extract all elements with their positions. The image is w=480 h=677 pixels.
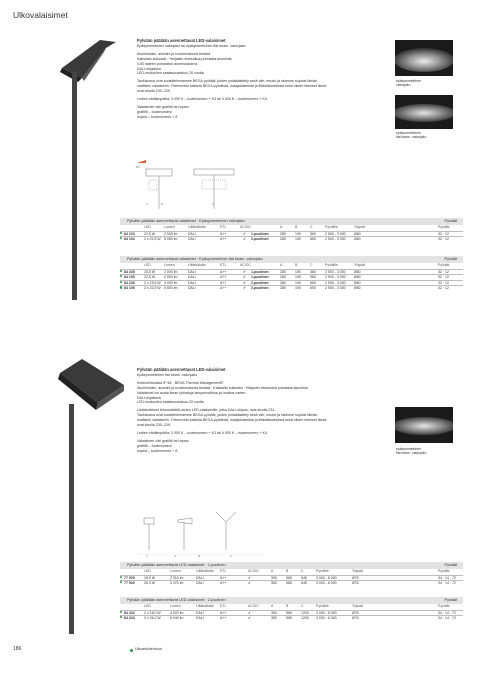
description-line: hopea – tuotenumero + A (137, 448, 178, 453)
availability-dot (120, 576, 122, 578)
cell-num: 34 · 14 · 72 (438, 575, 456, 580)
cell-b: 190 (295, 231, 301, 236)
light-distribution-thumb-flat-beam-2 (395, 407, 453, 443)
cell-a: 280 (280, 269, 286, 274)
table-title: Pylvään päälään asennettavat valaisimet · Epäsymmetrinen valonjako (127, 219, 245, 223)
cell-pole: 3 000 - 6 000 (316, 616, 337, 621)
column-header: C (301, 569, 304, 573)
column-header: Pylväät (438, 604, 450, 608)
table-title-bar (120, 597, 463, 604)
pole-2 (69, 404, 74, 634)
column-header: LED (144, 604, 151, 608)
cell-drv: DALI (188, 280, 196, 285)
cell-lm: 4 000 lm (164, 280, 178, 285)
description-line: Valaisimen väri grafiitti tai hopea (137, 104, 189, 109)
description-line: Taulukossa ovat suosittelemamme BEGA-pylväät, joiden pintakäsittely sekä väri, muoto ja rakenne sopivat tämän (137, 413, 318, 418)
cell-mark: ✔ (248, 616, 251, 621)
cell-id[interactable]: 77 930 (124, 581, 135, 586)
cell-num: 32 · 12 (438, 286, 449, 291)
cell-id[interactable]: 84 243 (124, 616, 135, 621)
description-line: Valaisimen väri grafiitti tai hopea (137, 438, 189, 443)
footer-section-dot (130, 649, 133, 652)
cell-num: 34 · 14 · 72 (438, 581, 456, 586)
cell-top: Ø76 (352, 610, 359, 615)
description-line: grafiitti – tuotenumero (137, 109, 172, 114)
description-line: Alumiinivalu, alumiini ja ruostumatonta terästä (137, 51, 211, 56)
table-right-title: Pylväät (444, 563, 457, 567)
cell-a: 350 (271, 575, 277, 580)
dim-a-label-2: A (174, 554, 177, 558)
cell-pole: 2 500 - 3 000 (325, 231, 346, 236)
availability-dot (120, 581, 122, 583)
cell-a: 280 (280, 237, 286, 242)
cell-a: 350 (271, 610, 277, 615)
column-header: Yläpää (352, 569, 363, 573)
cell-drv: DALI (188, 231, 196, 236)
availability-dot (120, 286, 122, 288)
column-header: AC/DC (240, 225, 251, 229)
column-header: AC/DC (248, 604, 259, 608)
cell-etl: A++ (220, 237, 227, 242)
description-line: 0-60 asteen porrasttun asennuskulma (137, 61, 198, 66)
cell-mark: ✔ (243, 275, 246, 280)
table-right-title: Pylväät (444, 598, 457, 602)
cell-drv: DALI (188, 286, 196, 291)
availability-dot (120, 616, 122, 618)
column-header: Lumen (164, 225, 175, 229)
cell-led: 2 x 15,5 W (144, 280, 161, 285)
description-line: Epäsymmetrinen flat beam -valonjako (137, 372, 198, 377)
product-1-description (137, 39, 387, 120)
description-line: mallisten valaisimiin. Yhteenveto kaikista BEGA-pylväistä, maajaloisteista ja liitäntäkoteloista sekä niiden tekniset tiedot (137, 84, 327, 89)
dim-c-label-3: C (230, 554, 233, 558)
column-header: C (310, 263, 313, 267)
cell-etl: A++ (220, 286, 227, 291)
availability-dot (120, 611, 122, 613)
cell-pole: 2 500 - 3 000 (325, 269, 346, 274)
angle-label: 60° (136, 165, 141, 169)
description-line: Taulukossa ovat suosittelemamme BEGA-pylväät, joiden pintakäsittely sekä väri, muoto ja rakenne sopivat tämän (137, 79, 318, 84)
cell-led: 22,5 W (144, 231, 156, 236)
description-line: hopea – tuotenumero + A (137, 114, 178, 119)
cell-etl: A++ (220, 616, 227, 621)
column-header: Pylväät (438, 225, 450, 229)
table-right-title: Pylväät (444, 219, 457, 223)
cell-id[interactable]: 84 245 (124, 269, 135, 274)
cell-id[interactable]: 84 103 (124, 231, 135, 236)
cell-id[interactable]: 84 104 (124, 237, 135, 242)
cell-num: 32 · 12 (438, 280, 449, 285)
column-header: Liitäntälaite (196, 569, 214, 573)
cell-pole: 2 500 - 3 000 (325, 237, 346, 242)
description-line: Alumiinivalu, alumiini ja ruostumatonta terästä · Kaksiaitu suikulasi · Heijastin eloksoitua puhdasta alumiinia (137, 385, 308, 390)
description-line: LED-moduulien saatavuustakuu 20 vuotta (137, 71, 204, 76)
cell-top: Ø76 (352, 616, 359, 621)
description-line: Ledien värilämpötila: 3 000 K – tuotenumero + K3 tai 4 000 K – tuotenumero + K4 (137, 430, 267, 435)
table-title-bar (120, 562, 463, 569)
luminaire-photo-1 (56, 38, 118, 86)
cell-led: 18,0 W (144, 575, 156, 580)
cell-lm: 2 505 lm (164, 231, 178, 236)
cell-b: 565 (286, 610, 292, 615)
page-title: Ulkovalaisimet (13, 10, 68, 20)
cell-pole: 3 000 - 6 000 (316, 575, 337, 580)
product-title: Pylvään päälään asennettavat LED-valaisimet (137, 38, 226, 43)
cell-mark: ✔ (243, 237, 246, 242)
cell-num: 32 · 12 (438, 269, 449, 274)
column-header: LED (144, 569, 151, 573)
cell-num: 32 · 12 (438, 237, 449, 242)
column-header: Pylväille (325, 225, 338, 229)
cell-lm: 6 940 lm (170, 616, 184, 621)
cell-id[interactable]: 77 929 (124, 575, 135, 580)
cell-etl: A++ (220, 269, 227, 274)
cell-b: 565 (286, 616, 292, 621)
cell-led: 26,0 W (144, 581, 156, 586)
cell-top: Ø60 (354, 269, 361, 274)
cell-etl: A++ (220, 581, 227, 586)
product-2-description (137, 368, 387, 454)
description-line: Kaksiaitu suikulasi · Heijastin eloksoitua puhdasta alumiinia (137, 56, 232, 61)
column-header: A (280, 225, 283, 229)
cell-drv: DALI (188, 269, 196, 274)
cell-c: 360 (310, 231, 316, 236)
cell-c: 645 (301, 575, 307, 580)
cell-drv: DALI (188, 237, 196, 242)
cell-top: Ø60 (354, 286, 361, 291)
table-row[interactable] (120, 615, 463, 621)
cell-type: 2-puolinen (251, 280, 269, 285)
cell-lm: 2 310 lm (170, 575, 184, 580)
table-right-title: Pylväät (444, 257, 457, 261)
column-header: Yläpää (354, 225, 365, 229)
column-header: A (271, 569, 274, 573)
cell-a: 280 (280, 286, 286, 291)
cell-etl: A++ (220, 231, 227, 236)
cell-mark: ✔ (243, 280, 246, 285)
column-header: Pylväät (438, 263, 450, 267)
column-header: Pylväille (316, 604, 329, 608)
column-header: B (295, 263, 298, 267)
cell-etl: A++ (220, 610, 227, 615)
cell-id[interactable]: 84 106 (124, 286, 135, 291)
cell-c: 360 (310, 269, 316, 274)
thumb-caption-1: epäsymmetrinen valonjako (396, 79, 422, 88)
column-header: ETL (220, 604, 227, 608)
cell-a: 280 (280, 280, 286, 285)
cell-etl: A++ (220, 280, 227, 285)
column-header: Pylväille (316, 569, 329, 573)
description-line: ovat sivulla 230–239. (137, 423, 171, 428)
table-title: Pylvään päälään asennettavat LED-valaisimet · 1-puolinen (127, 563, 226, 567)
cell-lm: 2 000 lm (164, 269, 178, 274)
cell-c: 650 (310, 280, 316, 285)
cell-top: Ø76 (352, 575, 359, 580)
page-number: 186 (13, 646, 22, 652)
cell-type: 1-puolinen (251, 275, 269, 280)
cell-pole: 2 500 - 3 000 (325, 286, 346, 291)
cell-etl: A++ (220, 575, 227, 580)
light-distribution-thumb-asymmetric (395, 40, 453, 76)
availability-dot (120, 281, 122, 283)
table-p2-double-sided (120, 597, 463, 621)
description-line: Valaisimet voi avata ilman työkaluja lampunvaihtoa ja huoltoa varten. (137, 390, 247, 395)
technical-drawing-2 (134, 510, 269, 558)
cell-b: 190 (295, 269, 301, 274)
cell-led: 2 x 22,5 W (144, 286, 161, 291)
table-row[interactable] (120, 285, 463, 291)
dim-b-label-2: B (198, 554, 201, 558)
light-distribution-thumb-flat-beam (395, 95, 453, 129)
cell-lm: 3 470 lm (170, 581, 184, 586)
cell-b: 565 (286, 575, 292, 580)
table-title: Pylvään päälään asennettavat LED-valaisimet · 2-puolinen (127, 598, 226, 602)
cell-drv: DALI (188, 275, 196, 280)
cell-top: Ø60 (354, 275, 361, 280)
cell-mark: ✔ (248, 581, 251, 586)
cell-b: 190 (295, 280, 301, 285)
cell-etl: A++ (220, 275, 227, 280)
table-title: Pylvään päälään asennettavat valaisimet · Epäsymmetrinen flat beam -valonjako (127, 257, 263, 261)
cell-num: 34 · 14 · 72 (438, 610, 456, 615)
table-row[interactable] (120, 580, 463, 586)
cell-drv: DALI (196, 581, 204, 586)
footer-section-label: Ulkoarkkitehtuuri (135, 647, 162, 651)
description-line: mallisten valaisimiin. Yhteenveto kaikista BEGA-pylväistä, maajaloisteista ja liitäntäkoteloista sekä niiden tekniset tiedot (137, 418, 327, 423)
column-header: ETL (220, 263, 227, 267)
description-line: grafiitti – tuotenumero (137, 443, 172, 448)
cell-led: 2 x 26,0 W (144, 616, 161, 621)
thumb-caption-2: epäsymmetrinen flat beam -valonjako (396, 131, 427, 140)
cell-type: 2-puolinen (251, 237, 269, 242)
dim-a-label: A (146, 202, 149, 206)
column-header: A (280, 263, 283, 267)
technical-drawing-1 (134, 159, 269, 211)
cell-lm: 5 800 lm (164, 286, 178, 291)
column-header: Liitäntälaite (188, 225, 206, 229)
column-header: ETL (220, 569, 227, 573)
cell-led: 2 x 22,5 W (144, 237, 161, 242)
cell-drv: DALI (196, 616, 204, 621)
cell-id[interactable]: 84 242 (124, 610, 135, 615)
column-header: Pylväät (438, 569, 450, 573)
dim-c-label: C (212, 202, 215, 206)
column-header: LED (144, 263, 151, 267)
cell-mark: ✔ (248, 610, 251, 615)
cell-num: 32 · 12 (438, 231, 449, 236)
cell-a: 350 (271, 581, 277, 586)
cell-a: 280 (280, 231, 286, 236)
table-p2-single-sided (120, 562, 463, 586)
availability-dot (120, 232, 122, 234)
cell-a: 350 (271, 616, 277, 621)
table-row[interactable] (120, 236, 463, 242)
column-header: AC/DC (248, 569, 259, 573)
table-p1-asymmetric (120, 218, 463, 242)
cell-pole: 2 500 - 3 000 (325, 275, 346, 280)
cell-b: 190 (295, 275, 301, 280)
column-header: A (271, 604, 274, 608)
cell-top: Ø60 (354, 237, 361, 242)
cell-lm: 4 620 lm (170, 610, 184, 615)
cell-led: 15,5 W (144, 269, 156, 274)
cell-mark: ✔ (243, 269, 246, 274)
column-header: Pylväille (325, 263, 338, 267)
column-header: Lumen (170, 604, 181, 608)
cell-drv: DALI (196, 610, 204, 615)
column-header: Liitäntälaite (188, 263, 206, 267)
cell-c: 360 (310, 275, 316, 280)
table-p1-flat-beam (120, 256, 463, 291)
cell-a: 280 (280, 275, 286, 280)
column-header: Yläpää (352, 604, 363, 608)
cell-num: 34 · 14 · 72 (438, 616, 456, 621)
column-header: C (301, 604, 304, 608)
cell-drv: DALI (196, 575, 204, 580)
cell-pole: 2 500 - 3 000 (325, 280, 346, 285)
cell-pole: 3 000 - 6 000 (316, 610, 337, 615)
cell-id[interactable]: 84 105 (124, 275, 135, 280)
pole-1 (72, 72, 77, 300)
cell-lm: 5 050 lm (164, 237, 178, 242)
column-header: Lumen (164, 263, 175, 267)
cell-b: 565 (286, 581, 292, 586)
cell-num: 32 · 12 (438, 275, 449, 280)
cell-c: 645 (301, 581, 307, 586)
cell-lm: 2 900 lm (164, 275, 178, 280)
cell-b: 190 (295, 237, 301, 242)
cell-c: 650 (310, 237, 316, 242)
availability-dot (120, 270, 122, 272)
table-title-bar (120, 218, 463, 225)
luminaire-photo-2 (52, 355, 127, 413)
cell-top: Ø60 (354, 231, 361, 236)
column-header: B (286, 569, 289, 573)
column-header: C (310, 225, 313, 229)
cell-type: 1-puolinen (251, 269, 269, 274)
cell-c: 1200 (301, 610, 309, 615)
table-title-bar (120, 256, 463, 263)
cell-type: 2-puolinen (251, 286, 269, 291)
cell-c: 1200 (301, 616, 309, 621)
cell-c: 650 (310, 286, 316, 291)
description-line: DALI-ohjattava (137, 395, 161, 400)
description-line: Kotelointiluokka IP 66 · BEGA Thermal Management® (137, 380, 224, 385)
description-line: Epäsymmetrinen valonjako tai epäsymmetrinen flat beam -valonjako (137, 43, 246, 48)
cell-pole: 3 000 - 6 000 (316, 581, 337, 586)
description-line: ovat sivulla 230–239. (137, 89, 171, 94)
description-line: Lisätarvikkeet tehonsäätöä varten LED-valaisimille, jotka DALI-ohjaus, ovat sivulla 231. (137, 408, 276, 413)
cell-top: Ø60 (354, 280, 361, 285)
thumb-caption-3: epäsymmetrinen flat beam -valonjako (396, 447, 427, 456)
cell-top: Ø76 (352, 581, 359, 586)
cell-type: 1-puolinen (251, 231, 269, 236)
availability-dot (120, 275, 122, 277)
dim-c-label-2: C (146, 554, 149, 558)
availability-dot (120, 237, 122, 239)
column-header: B (286, 604, 289, 608)
cell-b: 190 (295, 286, 301, 291)
column-header: AC/DC (240, 263, 251, 267)
cell-mark: ✔ (248, 575, 251, 580)
description-line: Ledien värilämpötila: 3 000 K – tuotenumero + K3 tai 4 000 K – tuotenumero + K4 (137, 97, 267, 102)
dim-b-label: B (161, 202, 164, 206)
column-header: Yläpää (354, 263, 365, 267)
cell-id[interactable]: 84 246 (124, 280, 135, 285)
column-header: Lumen (170, 569, 181, 573)
column-header: ETL (220, 225, 227, 229)
description-line: LED-moduulien saatavuustakuu 20 vuotta (137, 400, 204, 405)
description-line: DALI-ohjattava (137, 66, 161, 71)
column-header: LED (144, 225, 151, 229)
column-header: Liitäntälaite (196, 604, 214, 608)
product-title: Pylvään päälään asennettavat LED-valaisimet (137, 367, 226, 372)
cell-mark: ✔ (243, 286, 246, 291)
cell-led: 2 x 18,0 W (144, 610, 161, 615)
cell-mark: ✔ (243, 231, 246, 236)
cell-led: 22,5 W (144, 275, 156, 280)
column-header: B (295, 225, 298, 229)
